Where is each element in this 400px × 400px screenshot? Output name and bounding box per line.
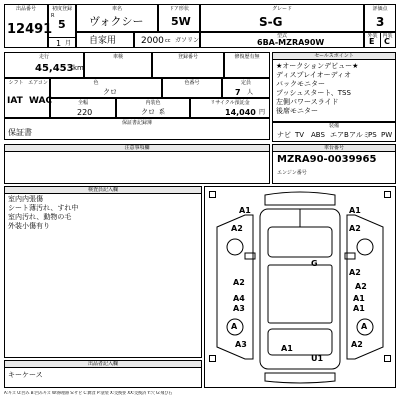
fuel-value: ガソリン [175,37,200,44]
inspector-line: 室内内張傷 [8,195,43,203]
damage-mark: U1 [311,354,324,363]
door-box [158,4,200,32]
width-value: 220 [77,108,93,117]
ext-int-box [364,32,396,48]
aircon-value: WAC [29,96,53,106]
inspector-box [4,186,202,358]
cc-value: 2000 [141,36,164,46]
sales-line: ★オークションデビュー★ [276,62,359,70]
interior-caption: 内装色 [145,100,161,106]
reg-month: 1 [56,39,62,48]
capacity-box [222,78,270,98]
recycle-unit: 円 [259,109,266,116]
reg-year: 5 [58,18,66,31]
color-no-caption: 色番号 [184,80,200,86]
corner-mark [384,191,391,198]
regno-box [152,52,224,78]
color-no-box [162,78,222,98]
model-value: 6BA-MZRA90W [257,38,325,47]
sales-line: ディスプレイオーディオ [276,71,352,79]
damage-mark: A2 [231,224,243,233]
inspector-line: 外装小傷有り [8,222,50,230]
cc-box [134,32,200,48]
cert-value: 保証書 [8,128,32,137]
shift-box [4,78,53,118]
inspect-box [84,52,152,78]
mileage-unit: km [73,64,84,72]
chassis-number: MZRA90-0039965 [277,154,377,165]
interior-color-box [116,98,190,118]
int-caption: 内装 [382,33,393,39]
equip-item: PS [368,131,377,139]
sales-box [272,52,396,122]
car-diagram [204,186,396,388]
interior-color: クロ [141,108,155,116]
use-value: 自家用 [89,36,117,46]
corner-mark [209,191,216,198]
recycle-caption: リサイクル預託金 [210,100,250,106]
legend-text: A:キズ U:凹み B:凹みキズ W:修理跡 S:サビ C:腐食 P:塗装 X:交換要 XX:交換済 Y:穴 G:飛び石 [4,391,173,395]
score-caption: 評価点 [372,6,388,12]
sales-line: 後席モニター [276,107,318,115]
exhibitor-text: キーケース [8,371,43,379]
equip-item: アルミ [349,131,370,139]
sales-line: プッシュスタート、TSS [276,89,351,97]
equip-caption: 装備 [328,123,339,129]
inspect-caption: 車検 [112,54,123,60]
use-box [76,32,134,48]
damage-mark: A2 [349,224,361,233]
exhibitor-caption: 出品者記入欄 [5,361,201,368]
lot-box [4,4,53,48]
damage-mark: A3 [233,304,245,313]
capacity-caption: 定員 [240,80,251,86]
notes-caption: 注意事項欄 [5,145,269,152]
equip-item: PW [381,131,393,139]
car-name: ヴォクシー [89,15,144,28]
car-name-box [76,4,158,32]
damage-mark: A1 [239,206,251,215]
door-value: 5W [171,15,191,28]
damage-mark: A [361,322,368,331]
regno-caption: 登録番号 [177,54,198,60]
corner-mark [384,355,391,362]
color-value: クロ [103,88,117,96]
chassis-caption: 車台番号 [273,145,395,152]
repair-caption: 修復歴有無 [234,54,260,60]
cert-caption: 保証書記録簿 [121,120,152,126]
shift-caption: シフト [8,80,24,86]
width-box [50,98,116,118]
color-caption: 色 [93,80,99,86]
equip-item: ナビ [277,131,291,139]
sales-line: バックモニター [276,80,325,88]
damage-mark: A [231,322,238,331]
name-caption: 車名 [111,6,122,12]
model-caption: 型式 [276,33,287,39]
aircon-caption: エアコン [28,80,48,86]
score-box [364,4,396,32]
lot-caption: 出品番号 [15,6,36,12]
inspector-line: 室内汚れ、動物の毛 [8,213,72,221]
inspector-line: シート薄汚れ、すれ中 [8,204,79,212]
month-unit: 月 [65,40,72,47]
sales-caption: セールスポイント [273,53,395,60]
reg-caption: 初度登録 [51,6,72,12]
cc-unit: cc [165,38,171,44]
mileage-box [4,52,84,78]
int-grade: C [384,37,390,46]
sales-line: 左側パワースライド [276,98,339,106]
ext-caption: 外装 [367,33,378,39]
lot-number: 12491 [7,22,53,37]
damage-mark: A2 [355,282,367,291]
width-caption: 全幅 [77,100,88,106]
mileage-caption: 走行 [38,54,49,60]
exhibitor-box [4,360,202,388]
damage-mark: A4 [233,294,245,303]
notes-box [4,144,270,184]
damage-mark: G [311,259,318,268]
corner-mark [209,355,216,362]
chassis-box [272,144,396,184]
damage-mark: A2 [349,268,361,277]
damage-mark: A3 [235,340,247,349]
grade-value: S-G [259,15,283,29]
shift-value: IAT [7,96,23,106]
damage-mark: A1 [281,344,293,353]
mileage-value: 45,453 [35,63,74,74]
damage-mark: A1 [353,294,365,303]
capacity-unit: 人 [247,89,254,96]
damage-mark: A2 [351,340,363,349]
grade-caption: グレード [271,6,292,12]
score-value: 3 [376,15,385,29]
grade-box [200,4,364,32]
color-box [50,78,162,98]
recycle-value: 14,040 [225,108,256,117]
era-letter: R [51,13,55,19]
equip-item: エアB [330,131,349,139]
interior-color-unit: 系 [159,109,166,116]
reg-box [48,4,76,48]
damage-mark: A1 [349,206,361,215]
cert-box [4,118,270,140]
engine-caption: エンジン番号 [277,170,307,176]
inspector-caption: 検査員記入欄 [5,187,201,194]
equip-item: ABS [311,131,325,139]
repair-box [224,52,270,78]
damage-mark: A1 [353,304,365,313]
equip-item: TV [295,131,305,139]
equip-box [272,122,396,142]
door-caption: ドア形状 [169,6,189,12]
damage-mark: A2 [233,278,245,287]
recycle-box [190,98,270,118]
model-box [200,32,364,48]
ext-grade: E [369,37,375,46]
capacity-value: 7 [235,88,241,97]
